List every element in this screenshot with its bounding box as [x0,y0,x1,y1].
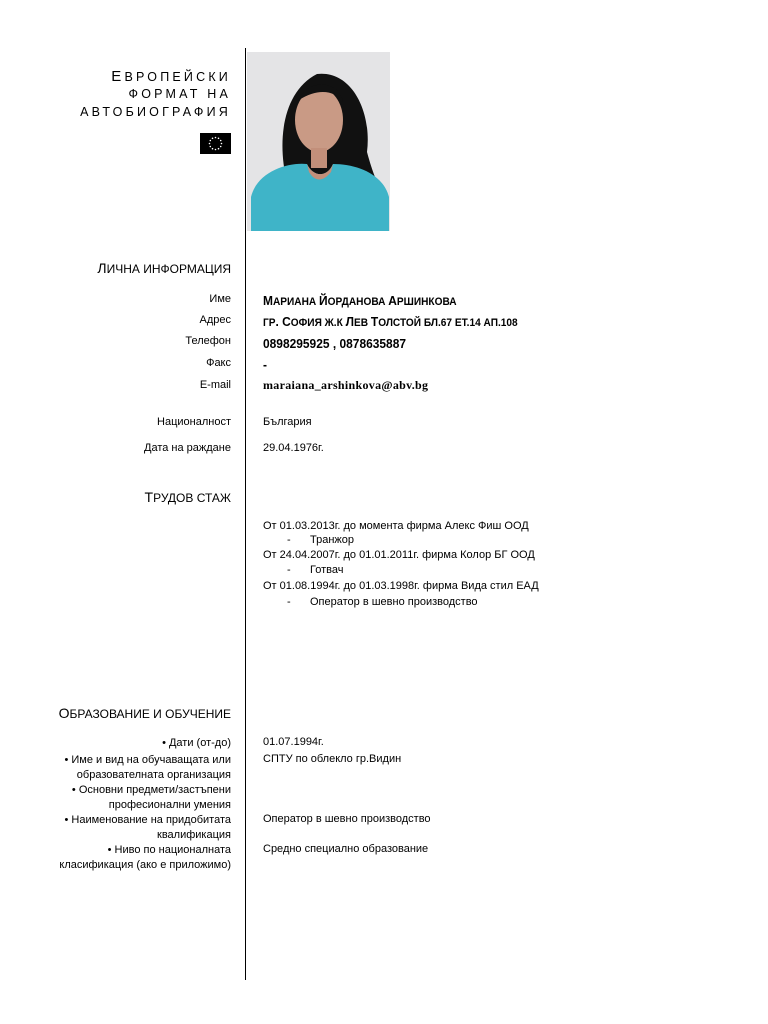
profile-photo [247,52,390,231]
label-birthdate: Дата на раждане [144,442,231,454]
value-email[interactable]: maraiana_arshinkova@abv.bg [263,378,429,392]
cv-title-line3: АВТОБИОГРАФИЯ [80,105,231,119]
label-address: Адрес [199,314,231,326]
section-education: ОБРАЗОВАНИЕ И ОБУЧЕНИЕ [58,705,231,721]
label-name: Име [209,293,231,305]
value-nationality: България [263,416,312,428]
work-entry-role: - Оператор в шевно производство [287,596,478,608]
label-fax: Факс [206,357,231,369]
value-fax: - [263,357,267,372]
cv-title-line2: ФОРМАТ НА [128,87,231,101]
label-phone: Телефон [185,335,231,347]
eu-flag-icon [200,133,231,154]
work-entry-period: От 01.03.2013г. до момента фирма Алекс Фиш ООД [263,520,529,532]
vertical-divider [245,48,246,980]
label-nationality: Националност [157,416,231,428]
value-phone: 0898295925 , 0878635887 [263,336,407,351]
value-birthdate: 29.04.1976г. [263,442,324,454]
edu-value-organization: СПТУ по облекло гр.Видин [263,753,402,765]
work-entry-role: - Готвач [287,564,344,576]
edu-label-level: • Ниво по националната класификация (ако е приложимо) [59,844,231,871]
value-name: МАРИАНА ЙОРДАНОВА АРШИНКОВА [263,293,457,308]
label-email: E-mail [199,379,231,391]
section-work-experience: ТРУДОВ СТАЖ [144,489,231,505]
edu-label-organization: • Име и вид на обучаващата или образователната организация [64,754,231,781]
work-entry-period: От 01.08.1994г. до 01.03.1998г. фирма Вида стил ЕАД [263,580,539,592]
edu-label-dates: • Дати (от-до) [162,737,231,749]
work-entry-period: От 24.04.2007г. до 01.01.2011г. фирма Колор БГ ООД [263,549,535,561]
edu-value-qualification: Оператор в шевно производство [263,813,431,825]
edu-label-subjects: • Основни предмети/застъпени професионални умения [71,784,231,811]
cv-title-line1: ЕВРОПЕЙСКИ [111,68,231,85]
value-address: ГР. СОФИЯ Ж.К ЛЕВ ТОЛСТОЙ БЛ.67 ЕТ.14 АП.108 [263,314,518,329]
section-personal-info: ЛИЧНА ИНФОРМАЦИЯ [97,260,231,276]
edu-value-dates: 01.07.1994г. [263,736,324,748]
work-entry-role: - Транжор [287,534,355,546]
edu-value-level: Средно специално образование [263,843,429,855]
edu-label-qualification: • Наименование на придобитата квалификация [64,814,231,841]
